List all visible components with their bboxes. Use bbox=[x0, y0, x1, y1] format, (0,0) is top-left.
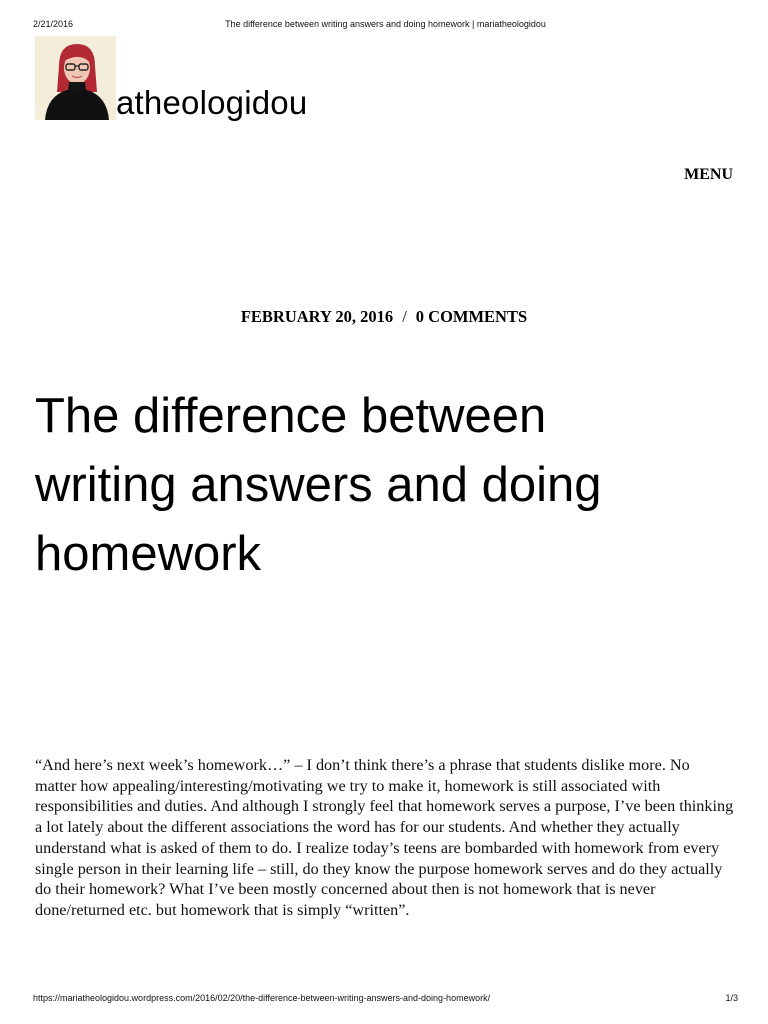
author-photo bbox=[35, 36, 116, 120]
print-date: 2/21/2016 bbox=[33, 19, 74, 29]
page-number: 1/3 bbox=[725, 993, 738, 1003]
post-title: The difference between writing answers and doing homework bbox=[35, 389, 602, 581]
post-date[interactable]: FEBRUARY 20, 2016 bbox=[240, 307, 394, 326]
post-meta bbox=[0, 307, 768, 327]
meta-separator: / bbox=[402, 307, 407, 326]
print-page-title: The difference between writing answers and doing homework | mariatheologidou bbox=[225, 19, 546, 29]
site-title[interactable]: atheologidou bbox=[116, 84, 308, 121]
menu-button[interactable]: MENU bbox=[684, 166, 733, 183]
comments-link[interactable]: 0 COMMENTS bbox=[415, 307, 528, 326]
post-body: “And here’s next week’s homework…” – I don’t think there’s a phrase that students dislike more. No matter how appealing/interesting/motivating we try to make it, homework is still associated with responsibilities and duties. And although I strongly feel that homework serves a purpose, I’ve been thinking a lot lately about the different associations the word has for our students. And whether they actually understand what is asked of them to do. I realize today’s teens are bombarded with homework from every single person in their learning life – still, do they know the purpose homework serves and do they actually do their homework? What I’ve been mostly concerned about then is not homework that is never done/returned etc. but homework that is simply “written”. bbox=[35, 756, 734, 919]
print-url: https://mariatheologidou.wordpress.com/2016/02/20/the-difference-between-writing-answers-and-doing-homework/ bbox=[33, 993, 491, 1003]
avatar[interactable] bbox=[35, 36, 116, 120]
